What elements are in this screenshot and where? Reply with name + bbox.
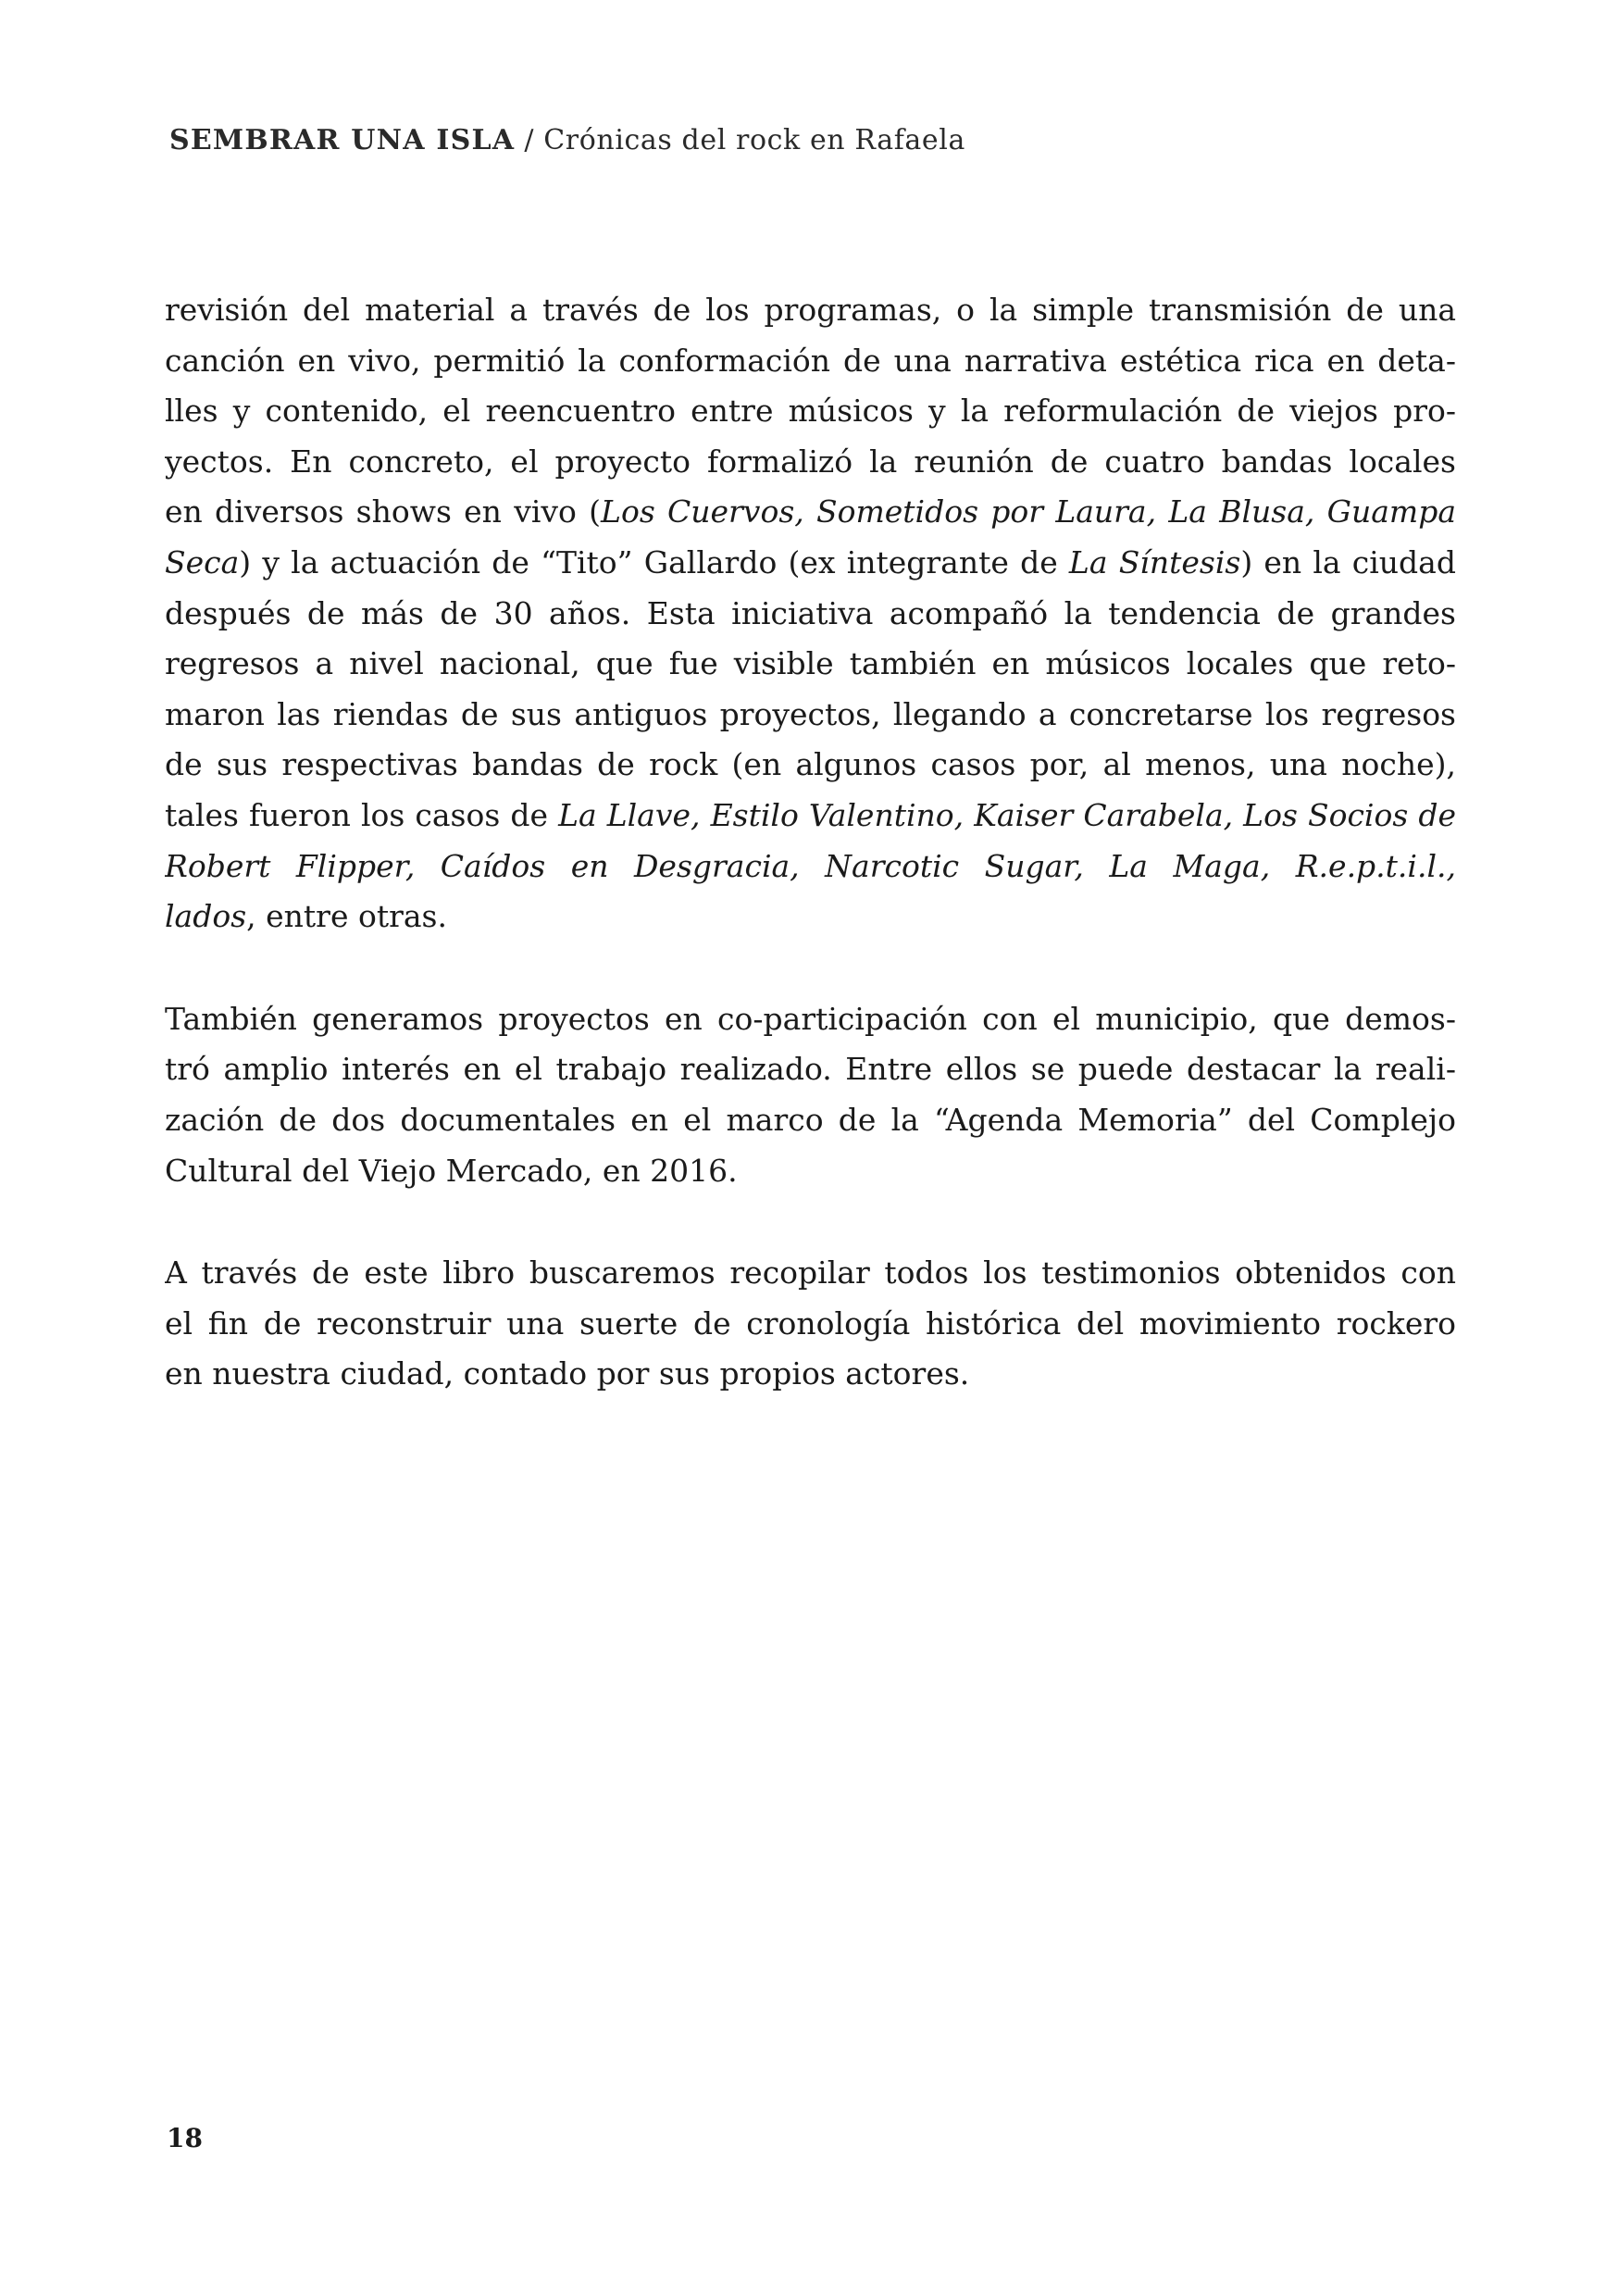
text-line: regresos a nivel nacional, que fue visible también en músicos locales que reto- [165, 645, 1456, 682]
band-names-italic: La Llave, Estilo Valentino, Kaiser Carabela, Los Socios de [558, 796, 1456, 833]
band-name-italic: Seca [165, 543, 240, 580]
text-line [165, 487, 1456, 538]
text-segment: ) y la actuación de “Tito” Gallardo (ex integrante de [239, 543, 1069, 580]
text-line: el fin de reconstruir una suerte de cronología histórica del movimiento rockero [165, 1304, 1456, 1341]
text-line: maron las riendas de sus antiguos proyectos, llegando a concretarse los regresos [165, 695, 1456, 732]
paragraph-spacer [165, 942, 1456, 994]
book-subtitle: Crónicas del rock en Rafaela [543, 124, 965, 156]
paragraph-3 [165, 1248, 1456, 1400]
text-segment: , entre otras. [246, 898, 447, 935]
running-header [169, 124, 965, 156]
text-line: después de más de 30 años. Esta iniciativa acompañó la tendencia de grandes [165, 594, 1456, 631]
paragraph-1 [165, 285, 1456, 942]
band-name-italic: La Síntesis [1068, 543, 1241, 580]
text-line: revisión del material a través de los programas, o la simple transmisión de una [165, 292, 1456, 328]
text-line: canción en vivo, permitió la conformación de una narrativa estética rica en deta- [165, 342, 1456, 379]
text-line: tró amplio interés en el trabajo realizado. Entre ellos se puede destacar la reali- [165, 1051, 1456, 1088]
band-names-italic: Los Cuervos, Sometidos por Laura, La Blusa, Guampa [601, 493, 1456, 530]
text-line: A través de este libro buscaremos recopilar todos los testimonios obtenidos con [165, 1254, 1456, 1292]
text-line [165, 842, 1456, 892]
band-names-italic: Robert Flipper, Caídos en Desgracia, Narcotic Sugar, La Maga, R.e.p.t.i.l., [165, 847, 1456, 884]
paragraph-2 [165, 994, 1456, 1196]
book-title: SEMBRAR UNA ISLA [169, 124, 516, 156]
text-segment: tales fueron los casos de [165, 796, 559, 833]
text-line: zación de dos documentales en el marco de la “Agenda Memoria” del Complejo [165, 1101, 1456, 1138]
text-line [165, 892, 1456, 942]
text-line: Cultural del Viejo Mercado, en 2016. [165, 1152, 738, 1189]
text-line: yectos. En concreto, el proyecto formalizó la reunión de cuatro bandas locales [165, 443, 1456, 480]
band-name-italic: lados [165, 898, 247, 935]
page-number: 18 [167, 2123, 203, 2153]
text-line [165, 538, 1456, 589]
text-segment: en diversos shows en vivo ( [165, 493, 602, 530]
text-line [165, 791, 1456, 842]
text-line: También generamos proyectos en co-participación con el municipio, que demos- [165, 1000, 1456, 1037]
text-segment: ) en la ciudad [1240, 543, 1456, 580]
header-separator: / [515, 124, 544, 156]
text-line: lles y contenido, el reencuentro entre músicos y la reformulación de viejos pro- [165, 393, 1456, 430]
paragraph-spacer [165, 1196, 1456, 1248]
text-line: de sus respectivas bandas de rock (en algunos casos por, al menos, una noche), [165, 746, 1456, 783]
text-line: en nuestra ciudad, contado por sus propios actores. [165, 1355, 970, 1392]
body-text [165, 285, 1456, 1400]
